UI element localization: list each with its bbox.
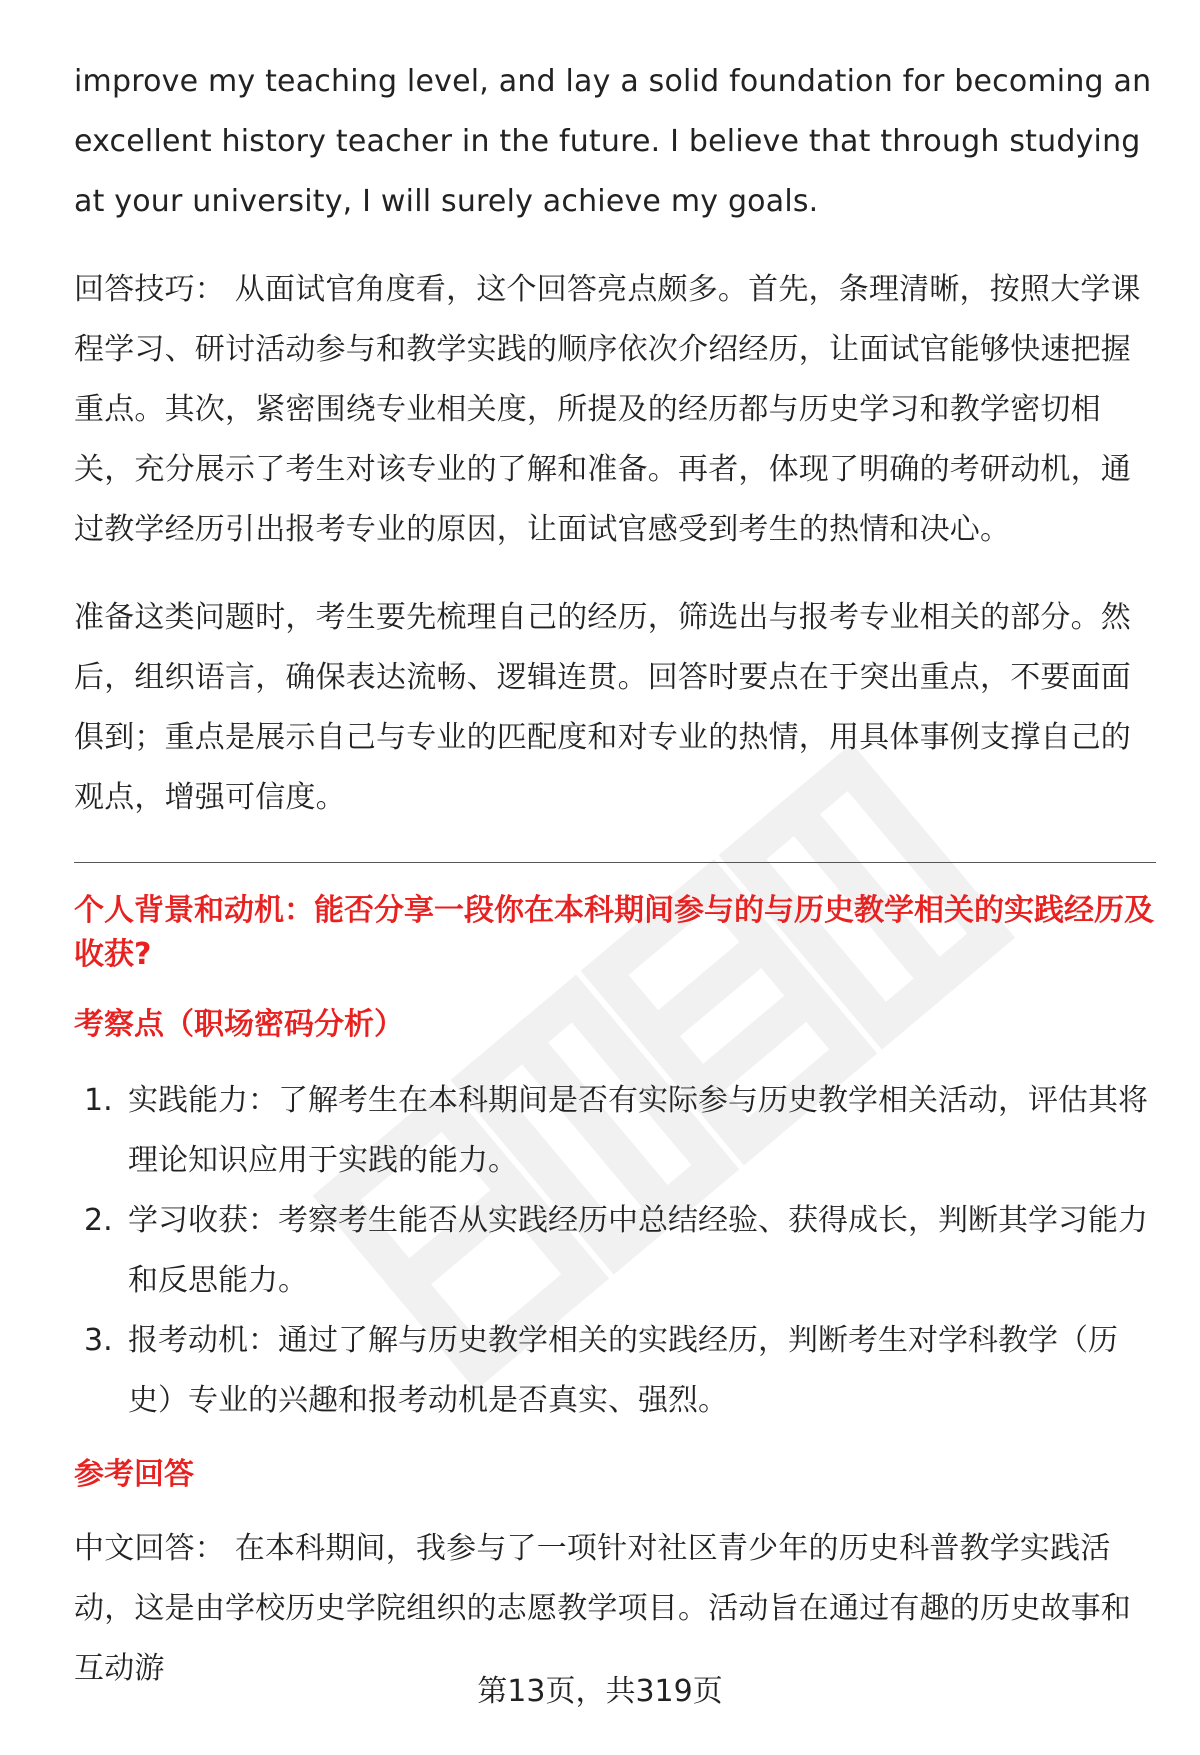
list-item bbox=[74, 1191, 1156, 1311]
list-item bbox=[74, 1071, 1156, 1191]
analysis-title: 考察点（职场密码分析） bbox=[74, 1007, 404, 1042]
list-item-text: 学习收获：考察考生能否从实践经历中总结经验、获得成长，判断其学习能力和反思能力。 bbox=[128, 1203, 1148, 1298]
chinese-answer-paragraph: 中文回答： 在本科期间，我参与了一项针对社区青少年的历史科普教学实践活动，这是由学校历史学院组织的志愿教学项目。活动旨在通过有趣的历史故事和互动游 bbox=[74, 1531, 1131, 1686]
question-title: 个人背景和动机：能否分享一段你在本科期间参与的与历史教学相关的实践经历及收获? bbox=[74, 893, 1154, 972]
document-body bbox=[74, 52, 1156, 1699]
list-item bbox=[74, 1311, 1156, 1431]
list-item-text: 实践能力：了解考生在本科期间是否有实际参与历史教学相关活动，评估其将理论知识应用于实践的能力。 bbox=[128, 1083, 1148, 1178]
preparation-advice-paragraph: 准备这类问题时，考生要先梳理自己的经历，筛选出与报考专业相关的部分。然后，组织语言，确保表达流畅、逻辑连贯。回答时要点在于突出重点，不要面面俱到；重点是展示自己与专业的匹配度和对专业的热情，用具体事例支撑自己的观点，增强可信度。 bbox=[74, 600, 1131, 815]
evaluation-points-list bbox=[74, 1071, 1156, 1431]
list-item-number: 2. bbox=[84, 1203, 113, 1238]
page-number-footer: 第13页，共319页 bbox=[477, 1674, 723, 1709]
reference-answer-title: 参考回答 bbox=[74, 1457, 194, 1492]
answer-tips-paragraph: 回答技巧： 从面试官角度看，这个回答亮点颇多。首先，条理清晰，按照大学课程学习、研讨活动参与和教学实践的顺序依次介绍经历，让面试官能够快速把握重点。其次，紧密围绕专业相关度，所提及的经历都与历史学习和教学密切相关，充分展示了考生对该专业的了解和准备。再者，体现了明确的考研动机，通过教学经历引出报考专业的原因，让面试官感受到考生的热情和决心。 bbox=[74, 272, 1141, 547]
section-divider bbox=[74, 862, 1156, 863]
list-item-number: 1. bbox=[84, 1083, 113, 1118]
list-item-number: 3. bbox=[84, 1323, 113, 1358]
english-answer-continuation: improve my teaching level, and lay a solid foundation for becoming an excellent history teacher in the future. I believe that through studying at your university, I will surely achieve my goals. bbox=[74, 64, 1152, 219]
list-item-text: 报考动机：通过了解与历史教学相关的实践经历，判断考生对学科教学（历史）专业的兴趣和报考动机是否真实、强烈。 bbox=[128, 1323, 1118, 1418]
